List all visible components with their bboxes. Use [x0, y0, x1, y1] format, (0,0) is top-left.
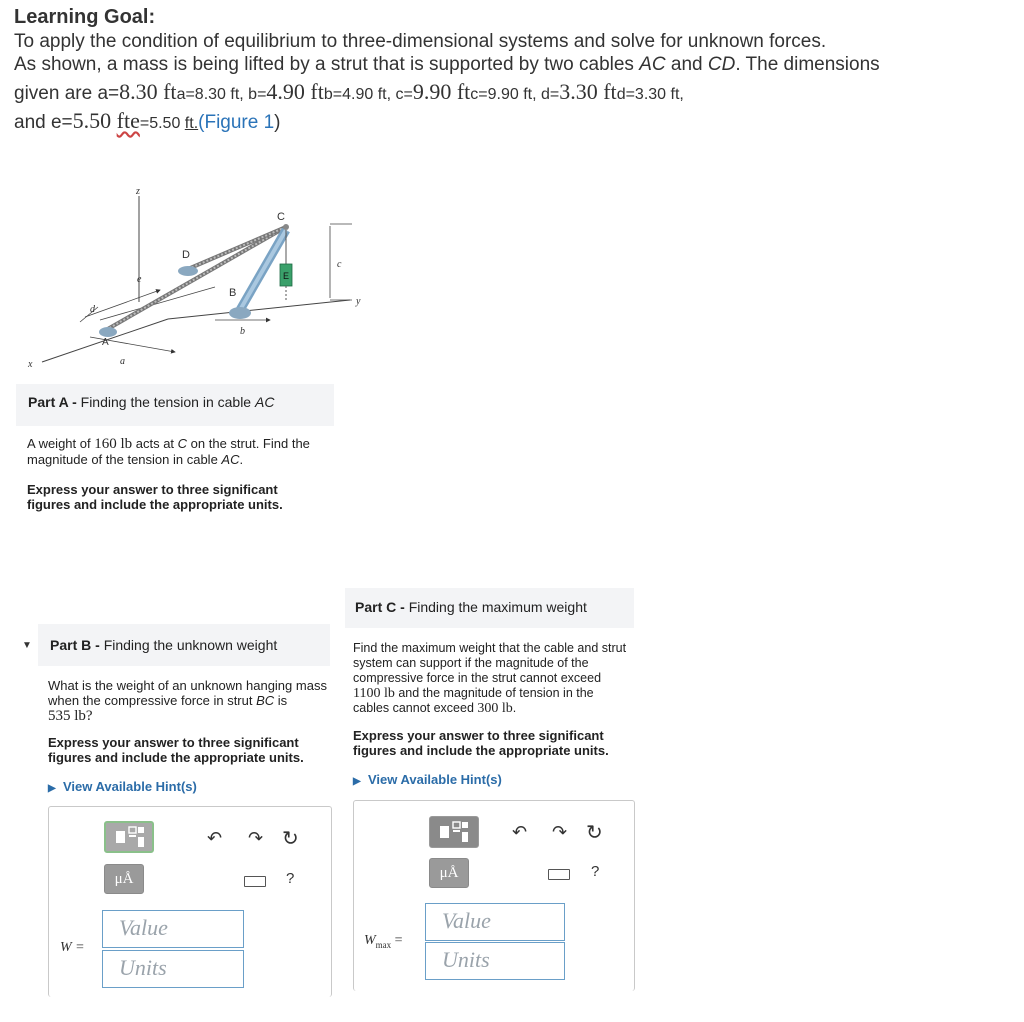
part-b-header[interactable]: Part B - Finding the unknown weight [38, 624, 330, 666]
part-b-redo-icon[interactable]: ↷ [248, 828, 264, 848]
figure-1-link[interactable]: (Figure 1 [198, 112, 275, 133]
caret-right-icon: ▶ [353, 776, 361, 787]
part-c-instructions: Express your answer to three significant figures and include the appropriate units. [353, 728, 609, 758]
fig-label-D: D [182, 249, 190, 261]
part-b-template-button[interactable] [104, 821, 154, 853]
part-c-header[interactable]: Part C - Finding the maximum weight [345, 588, 634, 628]
part-c-units-button[interactable]: μÅ [429, 858, 469, 888]
fig-label-C: C [277, 211, 285, 223]
fraction-template-icon [106, 823, 152, 851]
part-b-keyboard-icon[interactable] [244, 876, 266, 887]
part-c-reset-icon[interactable]: ↻ [586, 822, 603, 844]
part-b-instructions: Express your answer to three significant figures and include the appropriate units. [48, 735, 304, 765]
part-c-question: Find the maximum weight that the cable and strut system can support if the magnitude of the compressive force in the strut cannot exceed 1100 lb and the magnitude of tension in the cables cannot exceed 300 lb. [353, 641, 627, 716]
part-c-value-input[interactable]: Value [425, 903, 565, 941]
part-c-units-input[interactable]: Units [425, 942, 565, 980]
fig-label-a: a [120, 356, 125, 367]
intro-line-1: To apply the condition of equilibrium to three-dimensional systems and solve for unknown forces. [14, 31, 827, 52]
intro-line-3: given are a=8.30 fta=8.30 ft, b=4.90 ftb=4.90 ft, c=9.90 ftc=9.90 ft, d=3.30 ftd=3.30 ft, [14, 79, 684, 104]
part-b-units-button[interactable]: μÅ [104, 864, 144, 894]
part-b-w-label: W = [60, 940, 85, 955]
part-c-undo-icon[interactable]: ↶ [512, 822, 528, 842]
part-b-reset-icon[interactable]: ↻ [282, 828, 299, 850]
part-b-value-input[interactable]: Value [102, 910, 244, 948]
part-c-template-button[interactable] [429, 816, 479, 848]
part-c-redo-icon[interactable]: ↷ [552, 822, 568, 842]
learning-goal-title: Learning Goal: [14, 6, 156, 28]
fraction-template-icon [430, 817, 478, 847]
intro-line-2: As shown, a mass is being lifted by a strut that is supported by two cables AC and CD. The dimensions [14, 54, 880, 75]
part-b-hint-link[interactable]: ▶ View Available Hint(s) [48, 779, 197, 794]
caret-right-icon: ▶ [48, 783, 56, 794]
part-b-question: What is the weight of an unknown hanging mass when the compressive force in strut BC is 535 lb? [48, 678, 327, 724]
fig-label-x: x [28, 359, 33, 370]
fig-label-B: B [229, 287, 237, 299]
part-b-collapse-icon[interactable]: ▼ [22, 640, 32, 651]
fig-label-b: b [240, 326, 245, 337]
fig-label-c: c [337, 259, 342, 270]
part-c-wmax-label: $W_{max}$ = [364, 933, 403, 950]
part-a-instructions: Express your answer to three significant figures and include the appropriate units. [27, 482, 283, 512]
figure-1-diagram [28, 172, 380, 382]
part-c-hint-link[interactable]: ▶ View Available Hint(s) [353, 772, 502, 787]
part-b-help-button[interactable]: ? [286, 870, 295, 887]
part-a-header[interactable]: Part A - Finding the tension in cable AC [16, 384, 334, 426]
intro-line-4: and e=5.50 fte=5.50 ft.(Figure 1) [14, 108, 281, 133]
fig-label-e: e [137, 274, 142, 285]
part-b-units-input[interactable]: Units [102, 950, 244, 988]
fig-label-y: y [356, 296, 361, 307]
part-a-question: A weight of 160 lb acts at C on the strut. Find the magnitude of the tension in cable AC. [27, 436, 310, 467]
fig-label-A: A [102, 337, 109, 348]
part-b-undo-icon[interactable]: ↶ [207, 828, 223, 848]
fig-label-d: d [90, 304, 95, 315]
part-c-keyboard-icon[interactable] [548, 869, 570, 880]
fig-label-z: z [136, 186, 140, 197]
part-c-help-button[interactable]: ? [591, 863, 600, 880]
fig-label-E: E [283, 271, 290, 281]
